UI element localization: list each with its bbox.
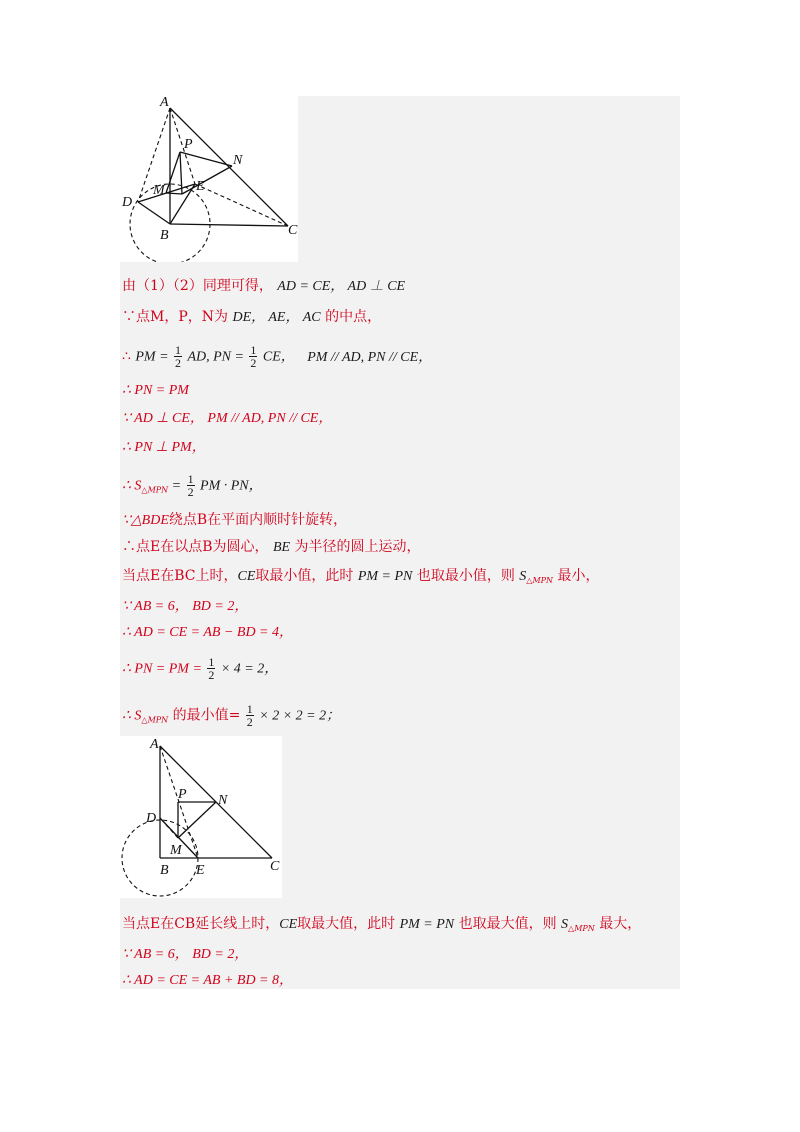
line-14: ∴ $S_{\triangle MPN}$ 的最小值= $\frac{1}{2}$ × 2 × 2 = 2； [122, 702, 341, 729]
line-15: 当点E在CB延长线上时，CE取最大值，此时 PM = PN 也取最大值，则 $S_{\triangle MPN}$ 最大， [122, 916, 642, 933]
line-9: ∴点E在以点B为圆心， BE 为半径的圆上运动， [122, 539, 421, 555]
label-D: D [122, 195, 133, 210]
line-16: ∵ AB = 6， BD = 2， [122, 947, 249, 962]
line-8: ∵△BDE绕点B在平面内顺时针旋转， [122, 512, 348, 528]
line-2: ∵点M，P，N为 DE， AE， AC 的中点， [122, 309, 382, 325]
figure-extended-line [120, 736, 282, 898]
label-M: M [153, 183, 165, 198]
line-10: 当点E在BC上时，CE取最小值，此时 PM = PN 也取最小值，则 $S_{\triangle MPN}$ 最小， [122, 568, 600, 585]
label-C: C [270, 859, 280, 874]
figure-rotated-triangle [120, 96, 298, 262]
label-P: P [184, 137, 193, 152]
line-13: ∴ PN = PM = $\frac{1}{2}$ × 4 = 2， [122, 655, 279, 682]
line-7: ∴ $S_{\triangle MPN}$ = $\frac{1}{2}$ PM · PN， [122, 472, 263, 499]
line-12: ∴ AD = CE = AB − BD = 4， [122, 625, 294, 640]
label-M: M [170, 843, 182, 858]
line-3: ∴ PM = $\frac{1}{2}$ AD, PN = $\frac{1}{2}$ CE， PM // AD, PN // CE， [122, 343, 433, 370]
line-17: ∴ AD = CE = AB + BD = 8， [122, 973, 294, 988]
line-6: ∴ PN ⊥ PM， [122, 440, 206, 455]
label-E: E [196, 863, 205, 878]
line-5: ∵ AD ⊥ CE， PM // AD, PN // CE， [122, 411, 333, 426]
label-C: C [288, 223, 298, 238]
label-B: B [160, 228, 169, 243]
label-N: N [218, 793, 228, 808]
label-D: D [146, 811, 157, 826]
label-P: P [178, 787, 187, 802]
label-A: A [150, 737, 159, 752]
label-A: A [160, 96, 169, 110]
label-N: N [233, 153, 243, 168]
line-1: 由（1）（2）同理可得， AD = CE， AD ⊥ CE [122, 278, 406, 294]
label-B: B [160, 863, 169, 878]
label-E: E [196, 179, 205, 194]
line-11: ∵ AB = 6， BD = 2， [122, 599, 249, 614]
line-4: ∴ PN = PM [122, 383, 189, 398]
